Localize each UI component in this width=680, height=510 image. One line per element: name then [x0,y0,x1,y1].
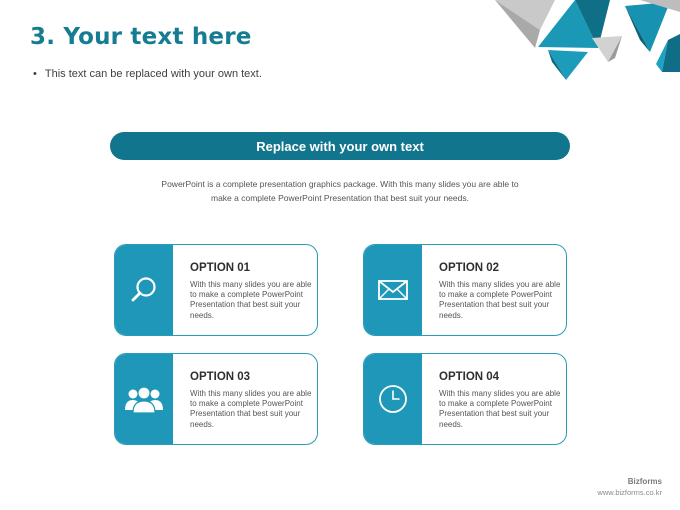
description-line-2: make a complete PowerPoint Presentation that best suit your needs. [211,193,469,203]
clock-icon [377,383,409,415]
description [110,177,570,205]
option-card-2 [363,244,567,336]
banner-label: Replace with your own text [256,138,424,154]
brand-footer [597,476,662,498]
option-card-4 [363,353,567,445]
option-icon-box [115,354,173,444]
option-icon-box [364,354,422,444]
banner [110,132,570,160]
option-card-1 [114,244,318,336]
search-icon [129,275,159,305]
option-text: With this many slides you are able to make a complete PowerPoint Presentation that best suit your needs. [439,389,561,429]
option-icon-box [115,245,173,335]
decorative-triangles [480,0,680,90]
subtitle-text: This text can be replaced with your own text. [44,68,262,80]
subtitle-bullet [33,68,262,80]
mail-icon [377,278,409,302]
option-card-3 [114,353,318,445]
option-text: With this many slides you are able to make a complete PowerPoint Presentation that best suit your needs. [439,280,561,320]
option-title: OPTION 03 [190,371,251,383]
option-title: OPTION 01 [190,262,251,274]
option-text: With this many slides you are able to make a complete PowerPoint Presentation that best suit your needs. [190,280,312,320]
bullet-glyph: • [33,68,37,80]
option-icon-box [364,245,422,335]
option-title: OPTION 02 [439,262,500,274]
slide-title: 3. Your text here [30,24,252,50]
users-icon [124,384,164,414]
description-line-1: PowerPoint is a complete presentation graphics package. With this many slides you are able to [161,179,519,189]
option-text: With this many slides you are able to make a complete PowerPoint Presentation that best suit your needs. [190,389,312,429]
option-title: OPTION 04 [439,371,500,383]
brand-url: www.bizforms.co.kr [597,488,662,497]
brand-name: Bizforms [627,477,662,486]
